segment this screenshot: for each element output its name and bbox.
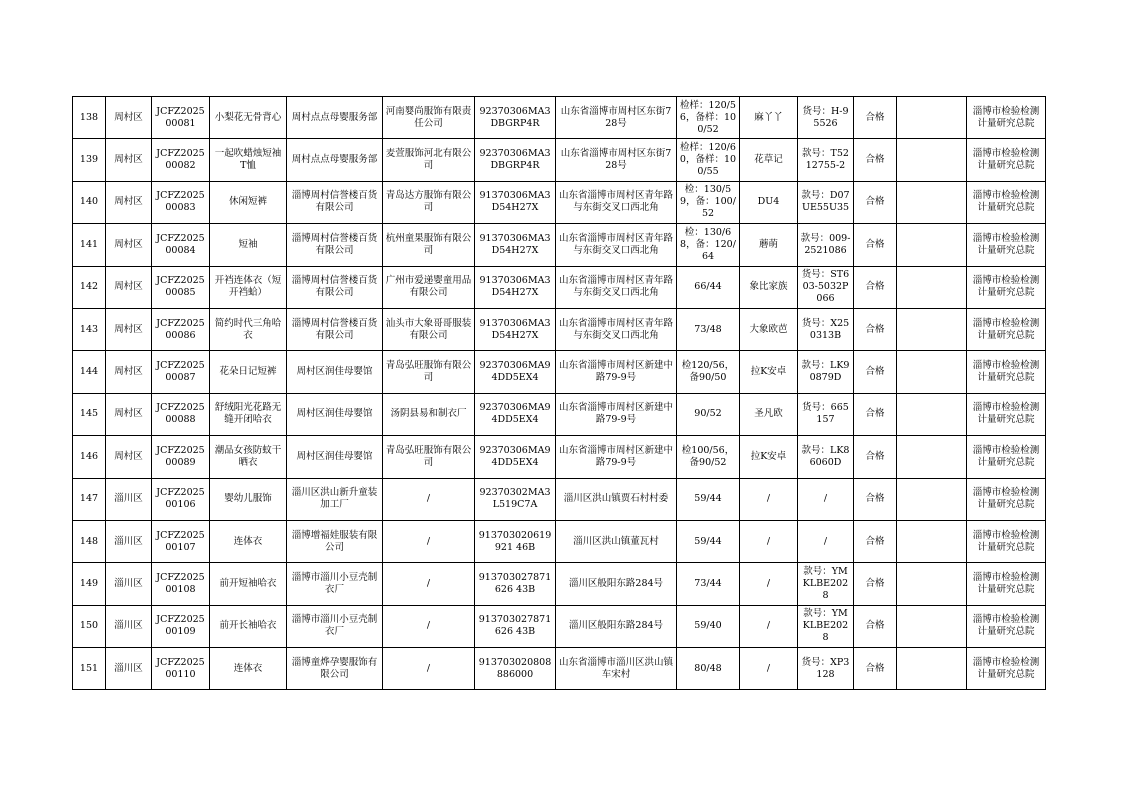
cell-remark (897, 181, 967, 223)
cell-brand: 拉K安卓 (740, 351, 798, 393)
cell-seller-address: 山东省淄博市周村区东街728号 (556, 97, 677, 139)
cell-serial-no: 140 (73, 181, 106, 223)
cell-specification: 检100/56，备90/52 (677, 436, 740, 478)
cell-sample-code: JCFZ202500109 (152, 605, 210, 647)
table-row (73, 181, 1046, 223)
cell-sample-code: JCFZ202500085 (152, 266, 210, 308)
cell-seller: 周村区润佳母婴馆 (287, 436, 383, 478)
cell-sample-code: JCFZ202500108 (152, 563, 210, 605)
cell-serial-no: 139 (73, 139, 106, 181)
cell-credit-code: 91370306MA3D54H27X (475, 224, 556, 266)
cell-model-no: / (798, 520, 854, 562)
cell-brand: 圣凡欧 (740, 393, 798, 435)
cell-specification: 73/48 (677, 308, 740, 350)
cell-serial-no: 141 (73, 224, 106, 266)
cell-product-name: 前开长袖哈衣 (210, 605, 287, 647)
cell-product-name: 开裆连体衣（短开裆蛤） (210, 266, 287, 308)
cell-model-no: 货号：ST603-5032P066 (798, 266, 854, 308)
cell-brand: DU4 (740, 181, 798, 223)
table-row (73, 478, 1046, 520)
cell-product-name: 简约时代三角哈衣 (210, 308, 287, 350)
cell-sample-code: JCFZ202500083 (152, 181, 210, 223)
cell-specification: 80/48 (677, 648, 740, 690)
cell-specification: 59/44 (677, 478, 740, 520)
cell-product-name: 潮品女孩防蚊干晒衣 (210, 436, 287, 478)
cell-brand: 花草记 (740, 139, 798, 181)
cell-sample-code: JCFZ202500088 (152, 393, 210, 435)
table-row (73, 308, 1046, 350)
cell-serial-no: 143 (73, 308, 106, 350)
cell-model-no: 货号：X250313B (798, 308, 854, 350)
cell-serial-no: 142 (73, 266, 106, 308)
cell-district: 周村区 (106, 181, 152, 223)
cell-sample-code: JCFZ202500107 (152, 520, 210, 562)
cell-remark (897, 393, 967, 435)
cell-manufacturer: / (383, 520, 475, 562)
cell-specification: 检样：120/60，备样：100/55 (677, 139, 740, 181)
cell-brand: / (740, 563, 798, 605)
cell-manufacturer: 广州市爱递婴童用品有限公司 (383, 266, 475, 308)
cell-sample-code: JCFZ202500089 (152, 436, 210, 478)
cell-credit-code: 913703020808886000 (475, 648, 556, 690)
cell-remark (897, 648, 967, 690)
cell-result: 合格 (854, 478, 897, 520)
cell-seller-address: 山东省淄博市周村区新建中路79-9号 (556, 436, 677, 478)
cell-product-name: 连体衣 (210, 520, 287, 562)
cell-seller-address: 山东省淄博市周村区青年路与东街交叉口西北角 (556, 181, 677, 223)
cell-seller-address: 山东省淄博市周村区东街728号 (556, 139, 677, 181)
cell-result: 合格 (854, 224, 897, 266)
cell-credit-code: 92370306MA94DD5EX4 (475, 436, 556, 478)
cell-credit-code: 92370306MA3DBGRP4R (475, 139, 556, 181)
cell-testing-org: 淄博市检验检测计量研究总院 (967, 648, 1046, 690)
cell-seller-address: 山东省淄博市淄川区洪山镇车宋村 (556, 648, 677, 690)
cell-remark (897, 478, 967, 520)
cell-model-no: 款号：YMKLBE2028 (798, 563, 854, 605)
cell-specification: 73/44 (677, 563, 740, 605)
cell-manufacturer: 河南婴尚服饰有限责任公司 (383, 97, 475, 139)
cell-seller: 淄博周村信誉楼百货有限公司 (287, 308, 383, 350)
cell-serial-no: 151 (73, 648, 106, 690)
cell-district: 周村区 (106, 351, 152, 393)
cell-seller-address: 山东省淄博市周村区新建中路79-9号 (556, 351, 677, 393)
cell-result: 合格 (854, 648, 897, 690)
cell-model-no: 款号：LK90879D (798, 351, 854, 393)
cell-seller-address: 山东省淄博市周村区新建中路79-9号 (556, 393, 677, 435)
cell-result: 合格 (854, 605, 897, 647)
cell-seller: 淄川区洪山新升童装加工厂 (287, 478, 383, 520)
cell-brand: / (740, 605, 798, 647)
cell-district: 淄川区 (106, 605, 152, 647)
cell-seller: 周村区润佳母婴馆 (287, 351, 383, 393)
cell-seller: 淄博市淄川小豆壳制衣厂 (287, 605, 383, 647)
cell-seller: 周村点点母婴服务部 (287, 97, 383, 139)
cell-result: 合格 (854, 181, 897, 223)
cell-district: 周村区 (106, 436, 152, 478)
cell-brand: / (740, 648, 798, 690)
cell-seller: 淄博周村信誉楼百货有限公司 (287, 266, 383, 308)
cell-credit-code: 92370306MA94DD5EX4 (475, 351, 556, 393)
cell-manufacturer: / (383, 605, 475, 647)
table-row (73, 97, 1046, 139)
cell-brand: 拉K安卓 (740, 436, 798, 478)
cell-sample-code: JCFZ202500110 (152, 648, 210, 690)
cell-testing-org: 淄博市检验检测计量研究总院 (967, 605, 1046, 647)
table-row (73, 605, 1046, 647)
cell-result: 合格 (854, 351, 897, 393)
inspection-results-table (72, 96, 1046, 690)
cell-brand: / (740, 520, 798, 562)
table-row (73, 563, 1046, 605)
cell-result: 合格 (854, 563, 897, 605)
cell-seller: 淄博市淄川小豆壳制衣厂 (287, 563, 383, 605)
cell-brand: 象比家族 (740, 266, 798, 308)
cell-model-no: 款号：YMKLBE2028 (798, 605, 854, 647)
cell-seller: 淄博童烨孕婴服饰有限公司 (287, 648, 383, 690)
cell-manufacturer: / (383, 563, 475, 605)
cell-manufacturer: 汕头市大象哥哥服装有限公司 (383, 308, 475, 350)
cell-sample-code: JCFZ202500086 (152, 308, 210, 350)
cell-remark (897, 520, 967, 562)
table-row (73, 139, 1046, 181)
cell-result: 合格 (854, 436, 897, 478)
cell-serial-no: 138 (73, 97, 106, 139)
cell-serial-no: 150 (73, 605, 106, 647)
cell-remark (897, 224, 967, 266)
cell-seller-address: 淄川区洪山镇贾石村村委 (556, 478, 677, 520)
table-row (73, 520, 1046, 562)
cell-manufacturer: 麦萱服饰河北有限公司 (383, 139, 475, 181)
cell-specification: 59/44 (677, 520, 740, 562)
cell-testing-org: 淄博市检验检测计量研究总院 (967, 139, 1046, 181)
cell-manufacturer: / (383, 478, 475, 520)
cell-serial-no: 147 (73, 478, 106, 520)
cell-product-name: 连体衣 (210, 648, 287, 690)
cell-seller-address: 淄川区洪山镇董瓦村 (556, 520, 677, 562)
cell-remark (897, 139, 967, 181)
cell-model-no: 货号：H-95526 (798, 97, 854, 139)
cell-remark (897, 563, 967, 605)
cell-testing-org: 淄博市检验检测计量研究总院 (967, 97, 1046, 139)
cell-brand: / (740, 478, 798, 520)
cell-seller-address: 淄川区般阳东路284号 (556, 605, 677, 647)
cell-testing-org: 淄博市检验检测计量研究总院 (967, 224, 1046, 266)
cell-testing-org: 淄博市检验检测计量研究总院 (967, 436, 1046, 478)
cell-district: 淄川区 (106, 563, 152, 605)
cell-result: 合格 (854, 97, 897, 139)
cell-brand: 蘑萌 (740, 224, 798, 266)
cell-model-no: / (798, 478, 854, 520)
cell-district: 周村区 (106, 97, 152, 139)
cell-model-no: 货号：XP3128 (798, 648, 854, 690)
cell-testing-org: 淄博市检验检测计量研究总院 (967, 520, 1046, 562)
cell-sample-code: JCFZ202500106 (152, 478, 210, 520)
cell-product-name: 休闲短裤 (210, 181, 287, 223)
cell-seller: 周村区润佳母婴馆 (287, 393, 383, 435)
cell-brand: 大象欧芭 (740, 308, 798, 350)
cell-product-name: 婴幼儿服饰 (210, 478, 287, 520)
cell-product-name: 舒绒阳光花路无缝开闭哈衣 (210, 393, 287, 435)
table-row (73, 351, 1046, 393)
cell-sample-code: JCFZ202500081 (152, 97, 210, 139)
cell-district: 淄川区 (106, 478, 152, 520)
cell-product-name: 小梨花无骨背心 (210, 97, 287, 139)
cell-manufacturer: 杭州童果服饰有限公司 (383, 224, 475, 266)
cell-product-name: 短袖 (210, 224, 287, 266)
cell-testing-org: 淄博市检验检测计量研究总院 (967, 181, 1046, 223)
cell-specification: 检：130/68，备：120/64 (677, 224, 740, 266)
cell-result: 合格 (854, 520, 897, 562)
cell-remark (897, 97, 967, 139)
cell-serial-no: 148 (73, 520, 106, 562)
cell-seller-address: 山东省淄博市周村区青年路与东街交叉口西北角 (556, 308, 677, 350)
cell-testing-org: 淄博市检验检测计量研究总院 (967, 351, 1046, 393)
cell-remark (897, 436, 967, 478)
cell-district: 淄川区 (106, 520, 152, 562)
cell-testing-org: 淄博市检验检测计量研究总院 (967, 393, 1046, 435)
cell-model-no: 款号：D07UE55U35 (798, 181, 854, 223)
cell-district: 周村区 (106, 266, 152, 308)
cell-product-name: 花朵日记短裤 (210, 351, 287, 393)
cell-product-name: 一起吹蜡烛短袖T恤 (210, 139, 287, 181)
cell-result: 合格 (854, 308, 897, 350)
cell-credit-code: 92370302MA3L519C7A (475, 478, 556, 520)
cell-result: 合格 (854, 393, 897, 435)
cell-seller: 周村点点母婴服务部 (287, 139, 383, 181)
cell-serial-no: 145 (73, 393, 106, 435)
cell-specification: 90/52 (677, 393, 740, 435)
cell-manufacturer: 青岛弘旺服饰有限公司 (383, 351, 475, 393)
cell-manufacturer: 汤阴县易和制衣厂 (383, 393, 475, 435)
cell-credit-code: 913703027871626 43B (475, 563, 556, 605)
cell-testing-org: 淄博市检验检测计量研究总院 (967, 478, 1046, 520)
table-row (73, 224, 1046, 266)
cell-credit-code: 913703027871626 43B (475, 605, 556, 647)
cell-remark (897, 266, 967, 308)
cell-remark (897, 351, 967, 393)
cell-seller: 淄博增福娃服装有限公司 (287, 520, 383, 562)
cell-specification: 检120/56，备90/50 (677, 351, 740, 393)
cell-credit-code: 913703020619921 46B (475, 520, 556, 562)
table-row (73, 436, 1046, 478)
cell-manufacturer: / (383, 648, 475, 690)
cell-manufacturer: 青岛弘旺服饰有限公司 (383, 436, 475, 478)
cell-model-no: 款号：LK86060D (798, 436, 854, 478)
cell-model-no: 款号：009-2521086 (798, 224, 854, 266)
cell-specification: 66/44 (677, 266, 740, 308)
cell-seller-address: 山东省淄博市周村区青年路与东街交叉口西北角 (556, 266, 677, 308)
cell-seller: 淄博周村信誉楼百货有限公司 (287, 224, 383, 266)
cell-model-no: 货号：665157 (798, 393, 854, 435)
cell-product-name: 前开短袖哈衣 (210, 563, 287, 605)
cell-manufacturer: 青岛达方服饰有限公司 (383, 181, 475, 223)
cell-testing-org: 淄博市检验检测计量研究总院 (967, 308, 1046, 350)
cell-credit-code: 92370306MA94DD5EX4 (475, 393, 556, 435)
cell-district: 周村区 (106, 393, 152, 435)
cell-district: 周村区 (106, 139, 152, 181)
cell-seller: 淄博周村信誉楼百货有限公司 (287, 181, 383, 223)
cell-specification: 检：130/59，备：100/52 (677, 181, 740, 223)
cell-district: 周村区 (106, 308, 152, 350)
cell-result: 合格 (854, 266, 897, 308)
cell-remark (897, 308, 967, 350)
cell-serial-no: 149 (73, 563, 106, 605)
cell-serial-no: 144 (73, 351, 106, 393)
cell-serial-no: 146 (73, 436, 106, 478)
cell-seller-address: 山东省淄博市周村区青年路与东街交叉口西北角 (556, 224, 677, 266)
cell-credit-code: 91370306MA3D54H27X (475, 181, 556, 223)
cell-model-no: 款号：T5212755-2 (798, 139, 854, 181)
cell-sample-code: JCFZ202500084 (152, 224, 210, 266)
cell-remark (897, 605, 967, 647)
cell-sample-code: JCFZ202500082 (152, 139, 210, 181)
cell-district: 淄川区 (106, 648, 152, 690)
cell-testing-org: 淄博市检验检测计量研究总院 (967, 563, 1046, 605)
cell-seller-address: 淄川区般阳东路284号 (556, 563, 677, 605)
cell-district: 周村区 (106, 224, 152, 266)
cell-specification: 检样：120/56，备样：100/52 (677, 97, 740, 139)
cell-specification: 59/40 (677, 605, 740, 647)
cell-result: 合格 (854, 139, 897, 181)
cell-credit-code: 91370306MA3D54H27X (475, 308, 556, 350)
table-row (73, 266, 1046, 308)
cell-credit-code: 91370306MA3D54H27X (475, 266, 556, 308)
cell-sample-code: JCFZ202500087 (152, 351, 210, 393)
cell-testing-org: 淄博市检验检测计量研究总院 (967, 266, 1046, 308)
cell-brand: 麻丫丫 (740, 97, 798, 139)
table-row (73, 393, 1046, 435)
table-row (73, 648, 1046, 690)
cell-credit-code: 92370306MA3DBGRP4R (475, 97, 556, 139)
